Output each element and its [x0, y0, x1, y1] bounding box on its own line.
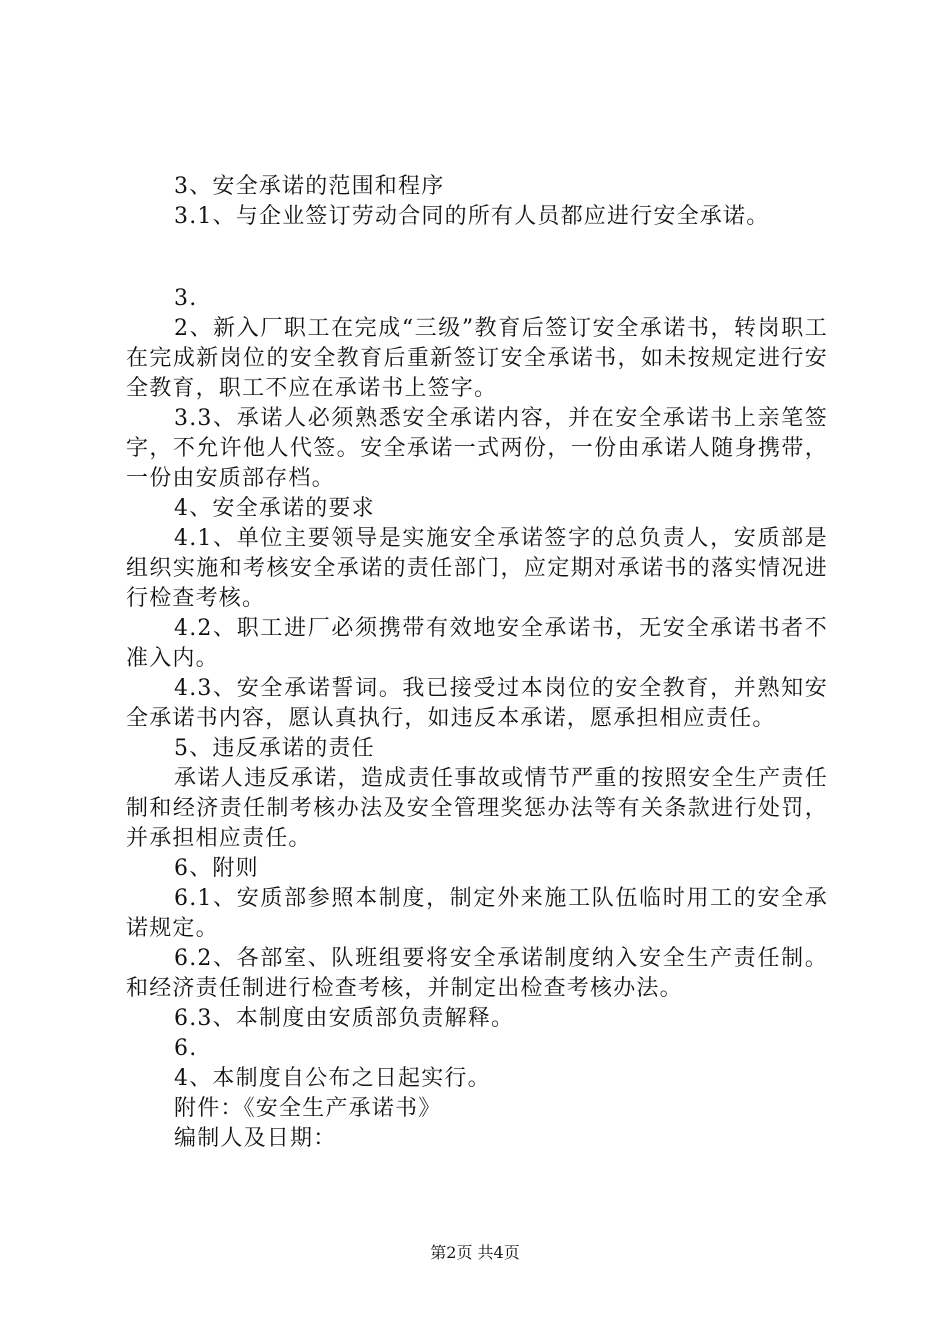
- body-paragraph: 4.3、安全承诺誓词。我已接受过本岗位的安全教育，并熟知安全承诺书内容，愿认真执行，如违反本承诺，愿承担相应责任。: [126, 676, 828, 731]
- body-paragraph: 6.1、安质部参照本制度，制定外来施工队伍临时用工的安全承诺规定。: [126, 886, 828, 941]
- section-heading: 3、安全承诺的范围和程序: [174, 174, 445, 199]
- section-heading: 4、安全承诺的要求: [174, 496, 375, 521]
- paragraph-gap: [126, 232, 828, 284]
- author-date-line: 编制人及日期：: [174, 1126, 337, 1151]
- document-body: [126, 172, 828, 1154]
- section-heading: 6、附则: [174, 856, 259, 881]
- body-paragraph: 3.: [174, 286, 198, 311]
- page-number-footer: 第2页 共4页: [430, 1243, 520, 1262]
- body-paragraph: 6.2、各部室、队班组要将安全承诺制度纳入安全生产责任制。和经济责任制进行检查考核，并制定出检查考核办法。: [126, 946, 828, 1001]
- body-paragraph: 3.1、与企业签订劳动合同的所有人员都应进行安全承诺。: [174, 204, 770, 229]
- body-paragraph: 6.3、本制度由安质部负责解释。: [174, 1006, 515, 1031]
- body-paragraph: 4、本制度自公布之日起实行。: [174, 1066, 491, 1091]
- section-heading: 5、违反承诺的责任: [174, 736, 375, 761]
- attachment-line: 附件：《安全生产承诺书》: [174, 1096, 442, 1121]
- body-paragraph: 6.: [174, 1036, 198, 1061]
- body-paragraph: 4.2、职工进厂必须携带有效地安全承诺书，无安全承诺书者不准入内。: [126, 616, 828, 671]
- body-paragraph: 4.1、单位主要领导是实施安全承诺签字的总负责人，安质部是组织实施和考核安全承诺的责任部门，应定期对承诺书的落实情况进行检查考核。: [126, 526, 828, 611]
- body-paragraph: 承诺人违反承诺，造成责任事故或情节严重的按照安全生产责任制和经济责任制考核办法及安全管理奖惩办法等有关条款进行处罚，并承担相应责任。: [126, 766, 828, 851]
- body-paragraph: 2、新入厂职工在完成“三级”教育后签订安全承诺书，转岗职工在完成新岗位的安全教育后重新签订安全承诺书，如未按规定进行安全教育，职工不应在承诺书上签字。: [126, 316, 828, 401]
- body-paragraph: 3.3、承诺人必须熟悉安全承诺内容，并在安全承诺书上亲笔签字，不允许他人代签。安全承诺一式两份，一份由承诺人随身携带，一份由安质部存档。: [126, 406, 828, 491]
